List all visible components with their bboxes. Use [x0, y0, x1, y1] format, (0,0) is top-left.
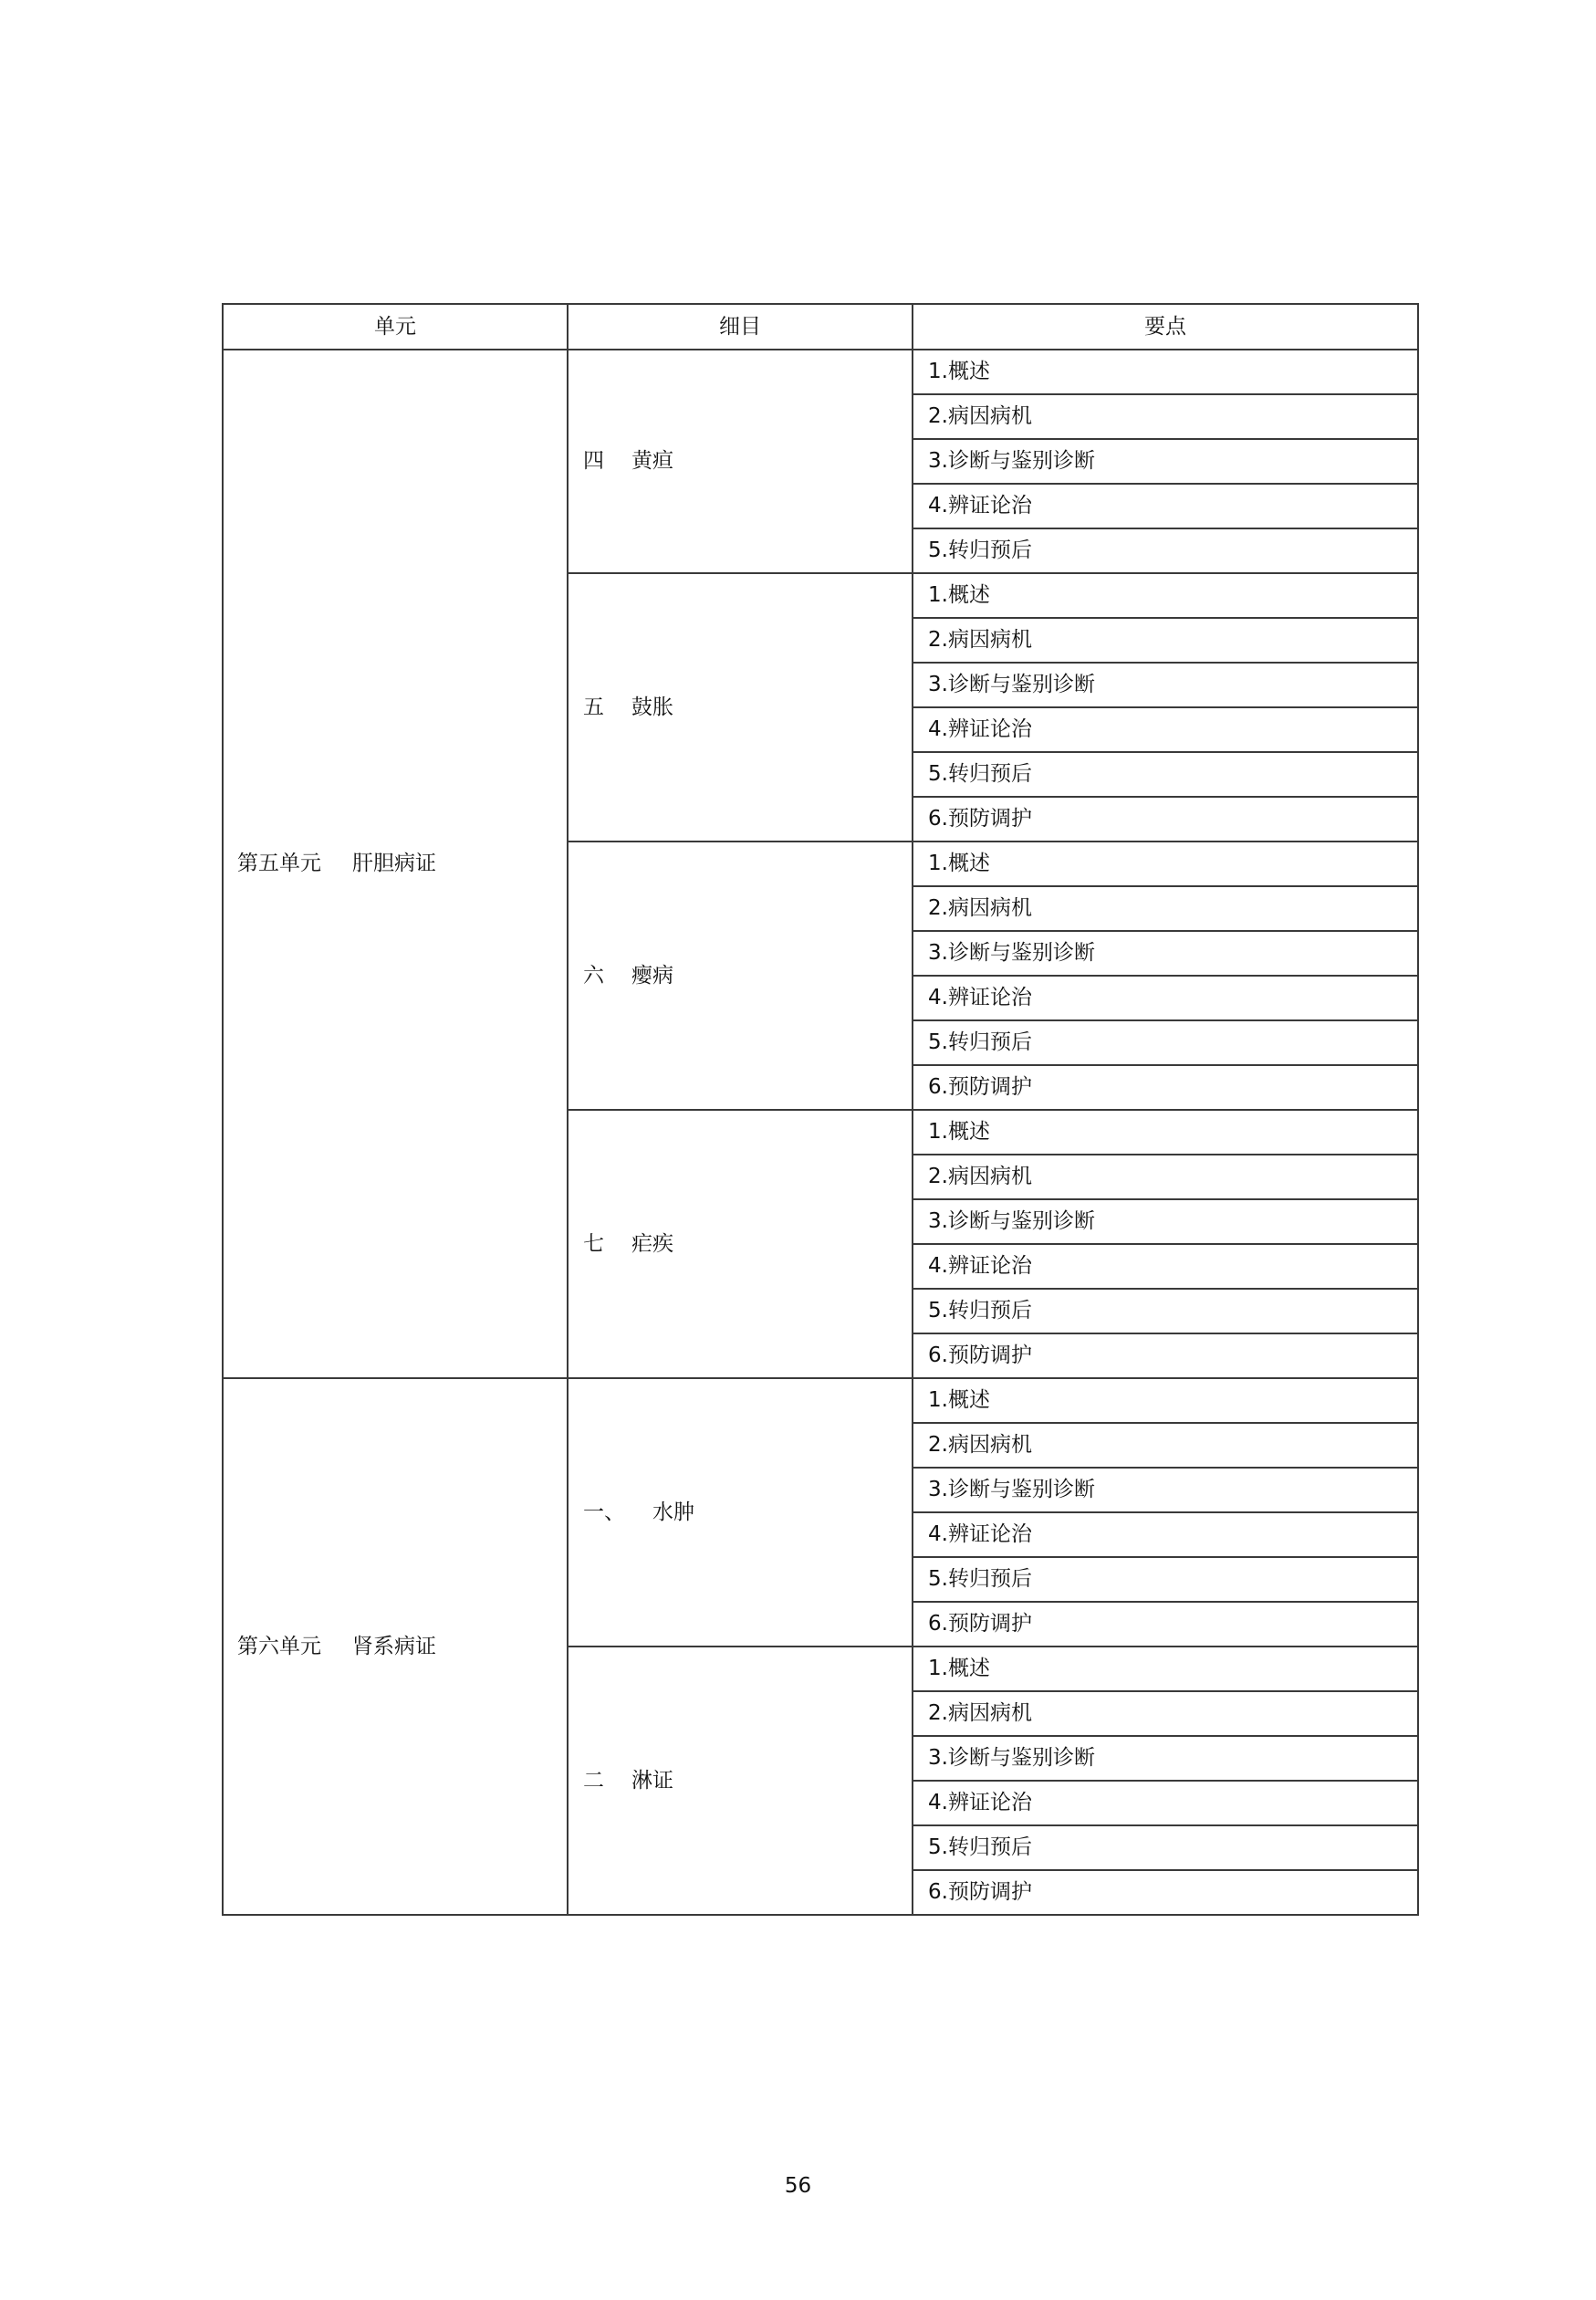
unit-number: 第五单元 [237, 852, 321, 875]
key-point-cell: 3.诊断与鉴别诊断 [913, 1468, 1418, 1512]
key-point-cell: 5.转归预后 [913, 1289, 1418, 1333]
item-cell [568, 842, 913, 1110]
item-cell [568, 1647, 913, 1915]
item-name: 水肿 [652, 1500, 694, 1524]
page-number: 56 [784, 2174, 812, 2198]
syllabus-table [222, 303, 1419, 1916]
key-point-cell: 6.预防调护 [913, 797, 1418, 842]
key-point-cell: 4.辨证论治 [913, 1512, 1418, 1557]
item-number: 四 [583, 449, 604, 473]
key-point-cell: 4.辨证论治 [913, 976, 1418, 1020]
key-point-cell: 1.概述 [913, 1378, 1418, 1423]
item-number: 一、 [583, 1500, 625, 1524]
item-number: 七 [583, 1231, 604, 1256]
item-name: 鼓胀 [631, 695, 673, 719]
key-point-cell: 6.预防调护 [913, 1333, 1418, 1378]
column-header-points: 要点 [913, 304, 1418, 350]
key-point-cell: 1.概述 [913, 350, 1418, 394]
key-point-cell: 2.病因病机 [913, 1691, 1418, 1736]
table-row [223, 350, 1418, 394]
unit-cell [223, 350, 568, 1378]
unit-number: 第六单元 [237, 1634, 321, 1658]
item-number: 五 [583, 695, 604, 719]
key-point-cell: 2.病因病机 [913, 618, 1418, 663]
item-number: 六 [583, 963, 604, 988]
key-point-cell: 5.转归预后 [913, 1825, 1418, 1870]
key-point-cell: 6.预防调护 [913, 1870, 1418, 1915]
key-point-cell: 5.转归预后 [913, 1557, 1418, 1602]
key-point-cell: 2.病因病机 [913, 886, 1418, 931]
key-point-cell: 4.辨证论治 [913, 484, 1418, 528]
key-point-cell: 3.诊断与鉴别诊断 [913, 663, 1418, 707]
item-cell [568, 1378, 913, 1647]
table-body [223, 350, 1418, 1915]
key-point-cell: 4.辨证论治 [913, 1781, 1418, 1825]
key-point-cell: 4.辨证论治 [913, 707, 1418, 752]
key-point-cell: 2.病因病机 [913, 394, 1418, 439]
item-name: 淋证 [631, 1768, 673, 1793]
item-cell [568, 573, 913, 842]
key-point-cell: 3.诊断与鉴别诊断 [913, 439, 1418, 484]
column-header-unit: 单元 [223, 304, 568, 350]
item-name: 疟疾 [631, 1231, 673, 1256]
key-point-cell: 3.诊断与鉴别诊断 [913, 1199, 1418, 1244]
table-header-row [223, 304, 1418, 350]
key-point-cell: 3.诊断与鉴别诊断 [913, 1736, 1418, 1781]
key-point-cell: 4.辨证论治 [913, 1244, 1418, 1289]
key-point-cell: 2.病因病机 [913, 1155, 1418, 1199]
unit-name: 肝胆病证 [352, 852, 436, 875]
unit-name: 肾系病证 [352, 1634, 436, 1658]
key-point-cell: 6.预防调护 [913, 1602, 1418, 1647]
item-name: 瘿病 [631, 963, 673, 988]
key-point-cell: 1.概述 [913, 1110, 1418, 1155]
key-point-cell: 5.转归预后 [913, 528, 1418, 573]
column-header-item: 细目 [568, 304, 913, 350]
item-cell [568, 1110, 913, 1378]
unit-cell [223, 1378, 568, 1915]
key-point-cell: 1.概述 [913, 842, 1418, 886]
key-point-cell: 3.诊断与鉴别诊断 [913, 931, 1418, 976]
key-point-cell: 2.病因病机 [913, 1423, 1418, 1468]
key-point-cell: 5.转归预后 [913, 752, 1418, 797]
key-point-cell: 1.概述 [913, 1647, 1418, 1691]
key-point-cell: 5.转归预后 [913, 1020, 1418, 1065]
item-name: 黄疸 [631, 449, 673, 473]
item-number: 二 [583, 1768, 604, 1793]
key-point-cell: 1.概述 [913, 573, 1418, 618]
item-cell [568, 350, 913, 573]
table-row [223, 1378, 1418, 1423]
key-point-cell: 6.预防调护 [913, 1065, 1418, 1110]
